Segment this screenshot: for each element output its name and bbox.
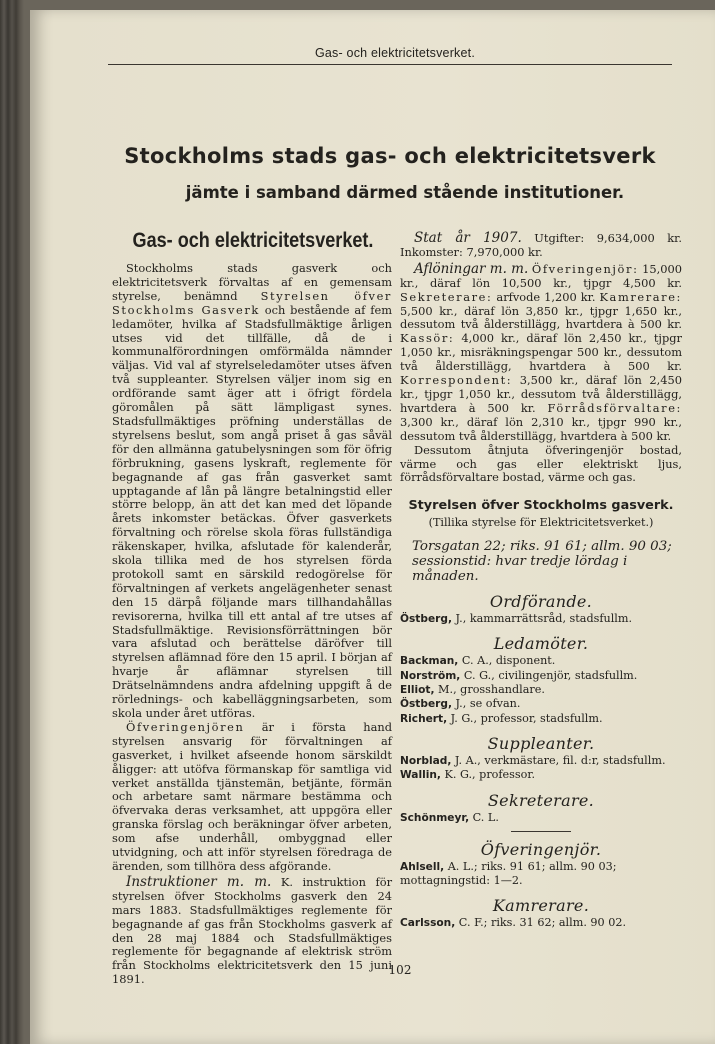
- role-heading-chair: Ordförande.: [489, 592, 593, 612]
- member-details: M., grosshandlare.: [434, 683, 545, 697]
- member-details: J., se ofvan.: [451, 697, 521, 711]
- member-details: A. L.; riks. 91 61; allm. 90 03; mottagningstid: 1—2.: [400, 859, 617, 888]
- text: 3,500 kr., däraf lön 2,450 kr., tjpgr 1,050 kr., dessutom två ålderstillägg, hvartdera à 500 kr.: [400, 373, 682, 415]
- italic-heading: Aflöningar m. m.: [414, 260, 529, 277]
- paragraph-budget: [400, 232, 682, 260]
- member-details: J. G., professor, stadsfullm.: [447, 711, 603, 725]
- role-heading-secretary: Sekreterare.: [487, 790, 595, 810]
- text: 3,300 kr., däraf lön 2,310 kr., tjpgr 990 kr., dessutom två ålderstillägg, hvartdera à 500 kr.: [400, 414, 682, 443]
- list-item: [400, 612, 682, 626]
- spaced-term: Öfveringenjören: [126, 719, 245, 734]
- text: Stockholms stads gasverk och elektricitetsverk förvaltas af en gemensam styrelse, benämnd: [112, 261, 392, 303]
- text: är i första hand styrelsen ansvarig för förvaltningen af gasverket, i hvilket afseende honom särskildt åligger: att utöfva förmanskap för samtliga vid verket anställda tjänstemän, betjänte, förmän och arbetare samt närmare bestämma och öfvervaka deras verksamhet, att uppgöra eller granska förslag och beräkningar öfver arbeten, som afse underhåll, ombyggnad eller utvidgning, och att inför styrelsen föredraga de ärenden, som tillhöra dess afgörande.: [112, 719, 392, 873]
- board-address: Torsgatan 22; riks. 91 61; allm. 90 03; sessionstid: hvar tredje lördag i månaden.: [412, 539, 672, 585]
- section-heading: Gas- och elektricitetsverket.: [132, 229, 374, 252]
- text: Utgifter: 9,634,000 kr. Inkomster: 7,970,000 kr.: [400, 231, 682, 259]
- text: K. instruktion för styrelsen öfver Stockholms gasverk den 24 mars 1883. Stadsfullmäktiges reglemente för begagnande af gas från Stockholms gasverk af den 28 maj 1884 och Stadsfullmäktiges reglemente för begagnande af elektrisk ström från Stockholms elektricitetsverk den 15 juni 1891.: [112, 874, 393, 987]
- list-item: [400, 768, 682, 782]
- board-subheading: (Tillika styrelse för Elektricitetsverket.): [428, 516, 654, 530]
- paragraph-board: [112, 262, 392, 721]
- italic-heading: Stat år 1907.: [414, 230, 522, 246]
- member-name: Carlsson,: [400, 917, 456, 930]
- spaced-term: Styrelsen öfver Stockholms Gasverk: [112, 288, 392, 317]
- list-item: [400, 811, 682, 825]
- page-title: Stockholms stads gas- och elektricitetsverk: [124, 144, 656, 168]
- member-name: Elliot,: [400, 684, 435, 697]
- paragraph-chief-engineer: [112, 721, 392, 874]
- member-name: Östberg,: [400, 613, 452, 626]
- member-name: Wallin,: [400, 769, 441, 782]
- italic-heading: Instruktioner m. m.: [126, 873, 272, 890]
- role-heading-members: Ledamöter.: [493, 634, 589, 654]
- list-item: [400, 860, 682, 889]
- paragraph-benefits: Dessutom åtnjuta öfveringenjör bostad, värme och gas eller elektriskt ljus, förrådsförvaltare bostad, värme och gas.: [400, 442, 682, 485]
- text: 4,000 kr., däraf lön 2,450 kr., tjpgr 1,050 kr., misräkningspengar 500 kr., dessutom två ålderstillägg, hvartdera à 500 kr.: [400, 331, 682, 374]
- header-rule: [108, 64, 672, 65]
- member-details: C. L.: [469, 810, 499, 824]
- paragraph-salaries: [400, 260, 682, 444]
- member-details: J., kammarrättsråd, stadsfullm.: [451, 612, 633, 626]
- divider: [511, 831, 571, 832]
- role-heading-chief: Öfveringenjör.: [480, 839, 602, 859]
- member-name: Schönmeyr,: [400, 811, 470, 824]
- board-heading: Styrelsen öfver Stockholms gasverk.: [408, 498, 674, 514]
- spaced-term: Öfveringenjör:: [531, 261, 639, 276]
- member-name: Ahlsell,: [400, 860, 445, 873]
- spaced-term: Sekreterare:: [400, 289, 493, 304]
- spaced-term: Korrespondent:: [400, 373, 513, 388]
- spaced-term: Kamrerare:: [599, 289, 682, 304]
- list-item: [400, 697, 682, 711]
- page-subtitle: jämte i samband därmed stående institutioner.: [185, 183, 625, 202]
- member-name: Richert,: [400, 712, 448, 725]
- member-details: J. A., verkmästare, fil. d:r, stadsfullm.: [451, 753, 666, 767]
- text: och bestående af fem ledamöter, hvilka af Stadsfullmäktige årligen utses vid det tillfälle, då de i kommunalförordningen omförmälda nämnder väljas. Vid val af styrelseledamöter utses äfven två suppleanter. Styrelsen väljer inom sig en ordförande samt äger att i öfrigt fördela göromålen på sätt lämpligast synes. Stadsfullmäktiges pröfning underställas de styrelsens beslut, som angå priset å gas såväl för den allmänna gatubelysningen som för öfrig förbrukning, gasens lyskraft, reglemente för begagnande af gas från gasverket samt upptagande af lån på längre betalningstid eller större belopp, än att det kan med det löpande årets inkomster betäckas. Öfver gasverkets förvaltning och rörelse skola föras fullständiga räkenskaper, hvilka, afslutade för kalenderår, skola tillika med de hos styrelsen förda protokoll samt en särskild redogörelse för förvaltningen af verkets angelägenheter senast den 15 därpå följande mars tillhandahållas revisorerna, hvilka till ett antal af tre utses af Stadsfullmäktige. Revisionsförrättningen bör vara afslutad och berättelse däröfver till styrelsen aflämnad före den 15 april. I början af hvarje år aflämnar styrelsen till Drätselnämndens andra afdelning uppgift å de rörlednings- och kabelläggningsarbeten, som skola under året utföras.: [112, 302, 392, 720]
- list-item: [400, 754, 682, 768]
- text: 15,000 kr., däraf lön 10,500 kr., tjpgr 4,500 kr.: [400, 261, 682, 290]
- spaced-term: Kassör:: [400, 331, 455, 346]
- list-item: [400, 712, 682, 726]
- list-item: [400, 669, 682, 683]
- running-head: Gas- och elektricitetsverket.: [314, 46, 476, 60]
- member-name: Östberg,: [400, 698, 452, 711]
- list-item: [400, 683, 682, 697]
- text: 5,500 kr., däraf lön 3,850 kr., tjpgr 1,650 kr., dessutom två ålderstillägg, hvartdera à 500 kr.: [400, 303, 682, 332]
- member-details: K. G., professor.: [440, 768, 536, 782]
- member-details: C. F.; riks. 31 62; allm. 90 02.: [455, 916, 627, 930]
- left-column: [112, 262, 392, 987]
- list-item: [400, 916, 682, 930]
- spaced-term: Förrådsförvaltare:: [547, 400, 682, 415]
- member-name: Norblad,: [400, 754, 452, 767]
- role-heading-deputies: Suppleanter.: [487, 733, 595, 753]
- member-name: Backman,: [400, 655, 459, 668]
- right-column: [400, 232, 682, 931]
- text: arfvode 1,200 kr.: [492, 289, 600, 304]
- member-details: C. A., disponent.: [458, 654, 556, 668]
- member-name: Norström,: [400, 669, 461, 682]
- member-details: C. G., civilingenjör, stadsfullm.: [460, 668, 638, 682]
- list-item: [400, 654, 682, 668]
- page-number: 102: [388, 963, 412, 977]
- role-heading-accountant: Kamrerare.: [492, 896, 590, 916]
- paragraph-instructions: [112, 873, 393, 987]
